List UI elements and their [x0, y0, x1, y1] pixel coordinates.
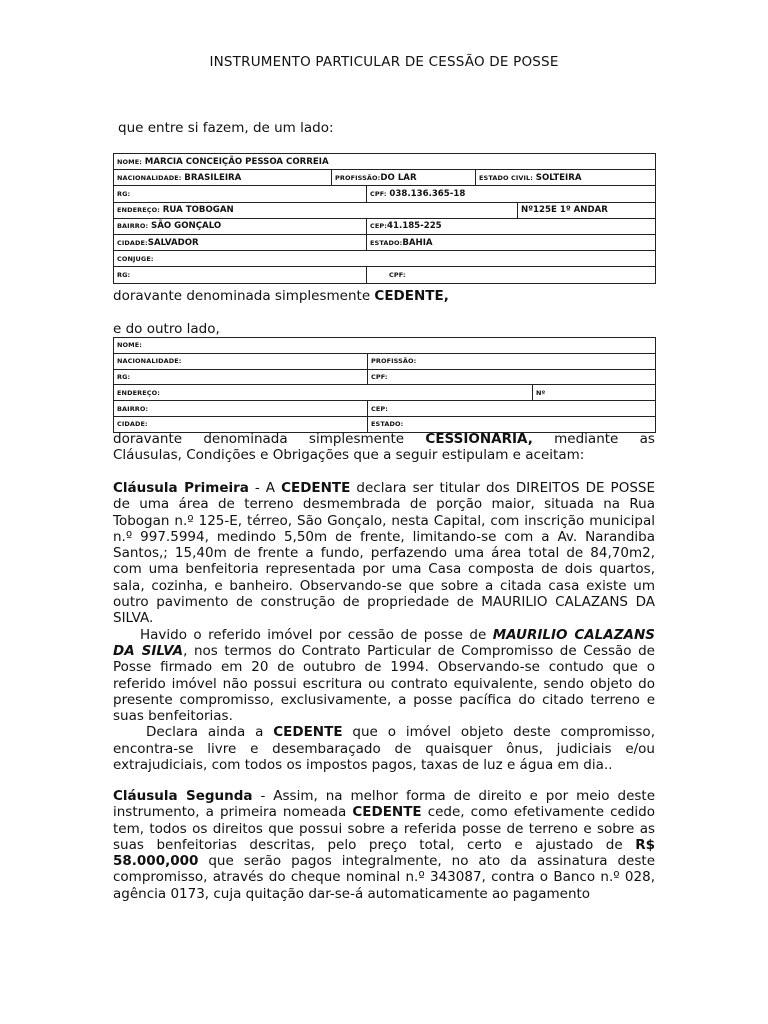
numero-cell: Nº125E 1º ANDAR: [518, 202, 656, 218]
table-row: [114, 154, 656, 170]
clausula-primeira-heading: Cláusula Primeira: [113, 480, 249, 496]
bairro-cell: BAIRRO:: [114, 401, 368, 417]
endereco-cell: ENDEREÇO:: [114, 385, 533, 401]
cep-cell: CEP:: [368, 401, 656, 417]
nacionalidade-cell: NACIONALIDADE: BRASILEIRA: [114, 170, 332, 186]
cidade-cell: CIDADE:SALVADOR: [114, 234, 367, 250]
estado-cell: ESTADO:: [368, 416, 656, 432]
cedente-term: CEDENTE,: [374, 288, 449, 304]
conjuge-cell: CONJUGE:: [114, 251, 656, 267]
table-row: [114, 234, 656, 250]
cedente-denomination: doravante denominada simplesmente CEDENTE,: [113, 288, 449, 304]
estado-cell: ESTADO:BAHIA: [367, 234, 656, 250]
nacionalidade-cell: NACIONALIDADE:: [114, 353, 368, 369]
table-row: [114, 251, 656, 267]
nome-value: MARCIA CONCEIÇÃO PESSOA CORREIA: [144, 156, 329, 167]
endereco-cell: ENDEREÇO: RUA TOBOGAN: [114, 202, 518, 218]
cidade-cell: CIDADE:: [114, 416, 368, 432]
table-row: [114, 338, 656, 354]
clausula-segunda: Cláusula Segunda - Assim, na melhor forma de direito e por meio deste instrumento, a primeira nomeada CEDENTE cede, como efetivamente cedido tem, todos os direitos que possui sobre a referida posse de terreno e sobre as suas benfeitorias descritas, pelo preço total, certo e ajustado de R$ 58.000,000 que serão pagos integralmente, no ato da assinatura deste compromisso, através do cheque nominal n.º 343087, contra o Banco n.º 028, agência 0173, cuja quitação dar-se-á automaticamente ao pagamento: [113, 788, 656, 902]
table-row: [114, 385, 656, 401]
cessionaria-term: CESSIONARIA,: [425, 431, 533, 447]
table-row: [114, 170, 656, 186]
document-title: INSTRUMENTO PARTICULAR DE CESSÃO DE POSSE: [209, 54, 559, 70]
table-row: [114, 401, 656, 417]
valor-total: R$ 58.000,000: [113, 836, 655, 870]
cedente-table: [113, 153, 656, 284]
bairro-cell: BAIRRO: SÃO GONÇALO: [114, 218, 367, 234]
cpf-cell: CPF: 038.136.365-18: [367, 186, 656, 202]
table-row: [114, 267, 656, 283]
nome-cell: NOME:: [114, 338, 656, 354]
table-row: [114, 353, 656, 369]
outro-lado-text: e do outro lado,: [113, 321, 220, 337]
table-row: [114, 416, 656, 432]
table-row: [114, 369, 656, 385]
clausula-primeira: Cláusula Primeira - A CEDENTE declara ser titular dos DIREITOS DE POSSE de uma área de terreno desmembrada de porção maior, situada na Rua Tobogan n.º 125-E, térreo, São Gonçalo, nesta Capital, com inscrição municipal n.º 997.5994, medindo 5,50m de frente, limitando-se com a Av. Narandiba Santos,; 15,40m de frente a fundo, perfazendo uma área total de 84,70m2, com uma benfeitoria representada por uma Casa composta de dois quartos, sala, cozinha, e banheiro. Observando-se que sobre a citada casa existe um outro pavimento de construção de propriedade de MAURILIO CALAZANS DA SILVA. Havido o referido imóvel por cessão de posse de MAURILIO CALAZANS DA SILVA, nos termos do Contrato Particular de Compromisso de Cessão de Posse firmado em 20 de outubro de 1994. Observando-se contudo que o referido imóvel não possui escritura ou contrato equivalente, sendo objeto do presente compromisso, exclusivamente, a posse pacífica do citado terreno e suas benfeitorias. Declara ainda a CEDENTE que o imóvel objeto deste compromisso, encontra-se livre e desembaraçado de quaisquer ônus, judiciais e/ou extrajudiciais, com todos os impostos pagos, taxas de luz e água em dia..: [113, 480, 655, 774]
rg-cell: RG:: [114, 186, 367, 202]
table-row: [114, 186, 656, 202]
nome-cell: NOME: MARCIA CONCEIÇÃO PESSOA CORREIA: [114, 154, 656, 170]
cep-cell: CEP:41.185-225: [367, 218, 656, 234]
profissao-cell: PROFISSÃO:: [368, 353, 656, 369]
cessionaria-denomination: doravante denominada simplesmente CESSIONARIA, mediante as Cláusulas, Condições e Obrigações que a seguir estipulam e aceitam:: [113, 431, 655, 464]
intro-text: que entre si fazem, de um lado:: [118, 120, 334, 136]
estado-civil-cell: ESTADO CIVIL: SOLTEIRA: [476, 170, 656, 186]
cessionaria-table: [113, 337, 656, 433]
profissao-cell: PROFISSÃO:DO LAR: [332, 170, 476, 186]
rg2-cell: RG:: [114, 267, 367, 283]
cpf2-cell: CPF:: [367, 267, 656, 283]
numero-cell: Nº: [533, 385, 656, 401]
cpf-cell: CPF:: [368, 369, 656, 385]
table-row: [114, 202, 656, 218]
rg-cell: RG:: [114, 369, 368, 385]
table-row: [114, 218, 656, 234]
clausula-segunda-heading: Cláusula Segunda: [113, 788, 253, 804]
